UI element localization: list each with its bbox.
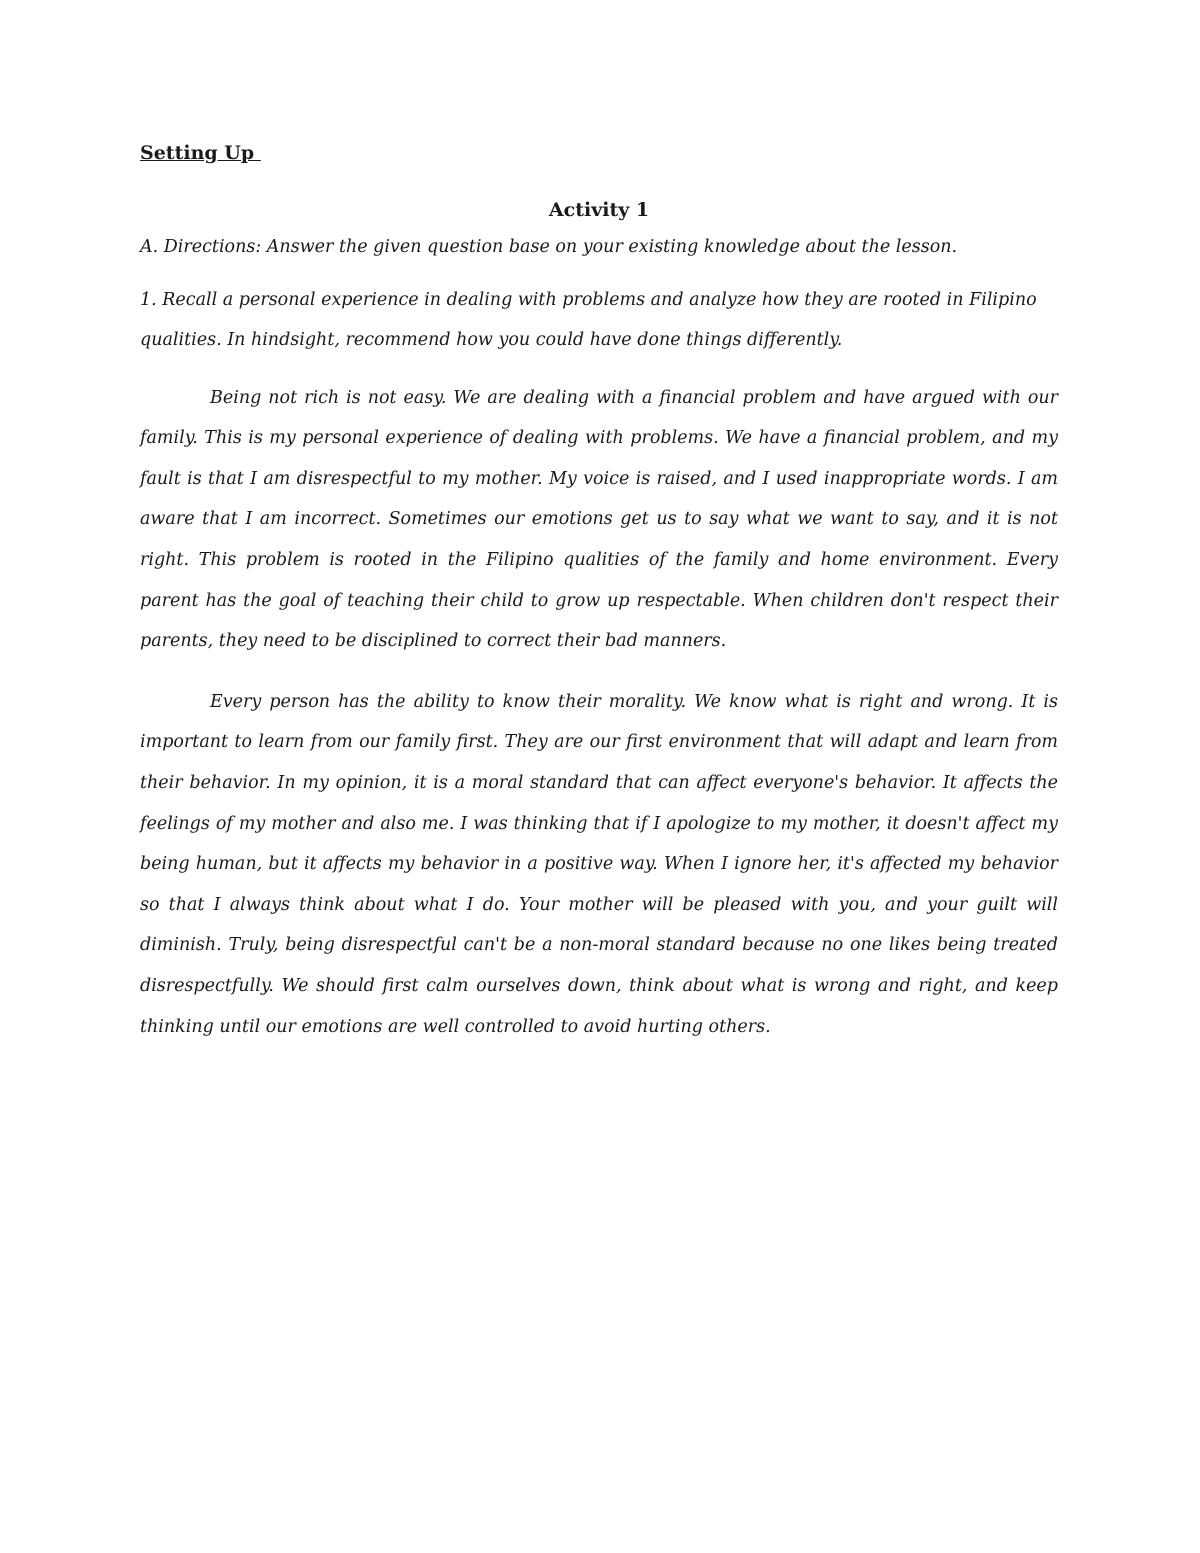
section-heading: Setting Up (140, 142, 261, 164)
answer-paragraph-2: Every person has the ability to know their morality. We know what is right and wrong. It is important to learn from our family first. They are our first environment that will adapt and learn from their behavior. In my opinion, it is a moral standard that can affect everyone's behavior. It affects the feelings of my mother and also me. I was thinking that if I apologize to my mother, it doesn't affect my being human, but it affects my behavior in a positive way. When I ignore her, it's affected my behavior so that I always think about what I do. Your mother will be pleased with you, and your guilt will diminish. Truly, being disrespectful can't be a non-moral standard because no one likes being treated disrespectfully. We should first calm ourselves down, think about what is wrong and right, and keep thinking until our emotions are well controlled to avoid hurting others. (140, 691, 1058, 1037)
document-page (140, 140, 1058, 1047)
answer-paragraph-1: Being not rich is not easy. We are dealing with a financial problem and have argued with our family. This is my personal experience of dealing with problems. We have a financial problem, and my fault is that I am disrespectful to my mother. My voice is raised, and I used inappropriate words. I am aware that I am incorrect. Sometimes our emotions get us to say what we want to say, and it is not right. This problem is rooted in the Filipino qualities of the family and home environment. Every parent has the goal of teaching their child to grow up respectable. When children don't respect their parents, they need to be disciplined to correct their bad manners. (140, 387, 1058, 652)
activity-title: Activity 1 (548, 198, 650, 221)
directions-text: A. Directions: Answer the given question base on your existing knowledge about the lesson. (140, 237, 958, 258)
question-text: 1. Recall a personal experience in dealing with problems and analyze how they are rooted in Filipino qualities. In hindsight, recommend how you could have done things differently. (140, 289, 1037, 350)
